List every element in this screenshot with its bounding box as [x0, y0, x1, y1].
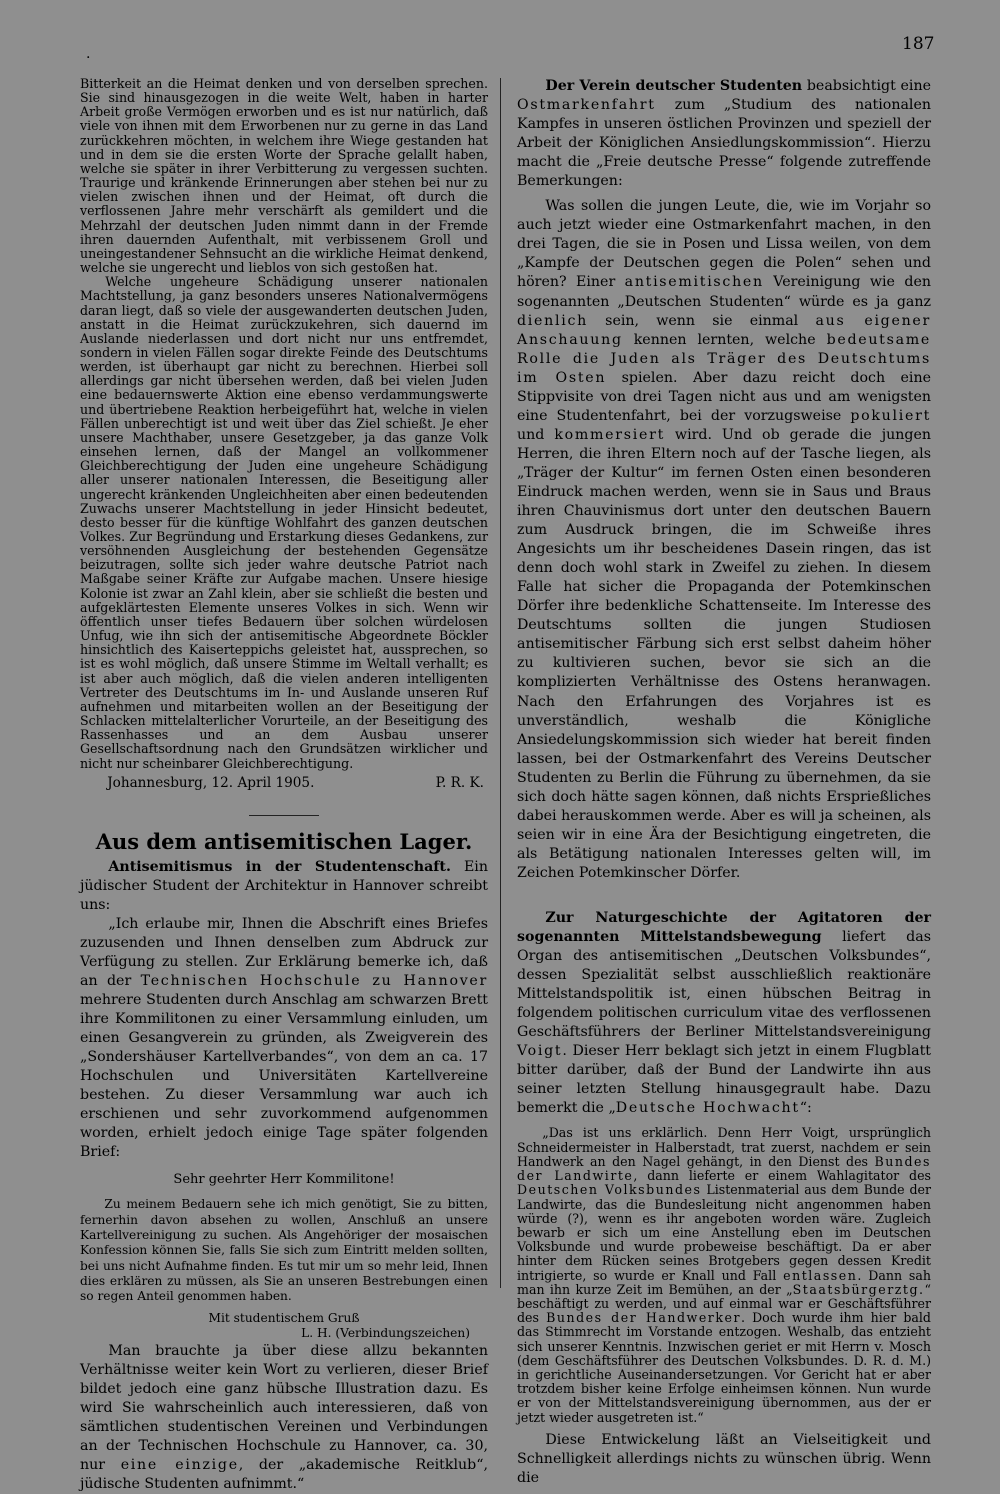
article-paragraph [80, 915, 488, 1163]
spaced-text: Staatsbürgerztg. [792, 1281, 925, 1297]
spaced-text: entlassen [783, 1267, 858, 1283]
text-run: , der „akademische Reitklub“, jüdische Studenten aufnimmt.“ [80, 1456, 488, 1492]
paragraph: Bitterkeit an die Heimat denken und von derselben sprechen. Sie sind hinausgezogen in die weite Welt, haben in harter Arbeit große Vermögen erworben und es ist nur natürlich, daß viele von ihnen mit dem Erworbenen nur zu gerne in das Land zurückkehren möchten, in welchem ihre Wiege gestanden hat und in dem sie die ersten Worte der Sprache gelallt haben, welche sie später in ihrer Verbitterung zu vergessen suchten. Traurige und kränkende Erinnerungen aber stehen bei nur zu vielen zwischen ihnen und der Heimat, oft durch die verflossenen Jahre mehr verschärft als gemildert und die Mehrzahl der deutschen Juden nimmt dann in der Fremde ihren dauernden Aufenthalt, mit verbissenem Groll und uneingestandener Sehnsucht an die wirkliche Heimat denkend, welche sie ungerecht und lieblos von sich gestoßen hat. [80, 76, 488, 276]
text-run: zum „Studium des nationalen Kampfes in unseren östlichen Provinzen und speziell der Arbeit der Königlichen Ansiedlungskommission“. Hierzu macht die „Freie deutsche Presse“ folgende zutreffende Bemerkungen: [517, 97, 931, 190]
letter-body: Zu meinem Bedauern sehe ich mich genötigt, Sie zu bitten, fernerhin davon absehen zu wollen, Anschluß an unsere Kartellvereinigung zu suchen. Als Angehöriger der mosaischen Konfession können Sie, falls Sie sich zum Eintritt melden sollten, bei uns nicht Aufnahme finden. Es tut mir um so mehr leid, Ihnen dies erklären zu müssen, als Sie an unseren Bestrebungen einen so regen Anteil genommen haben. [80, 1197, 488, 1304]
text-run: “ beschäftigt zu werden, und auf einmal war er Geschäftsführer des [517, 1281, 931, 1326]
text-run: . Doch wurde ihm hier bald das Stimmrecht im Vorstande entzogen. Weshalb, das entzieht sich unserer Kenntnis. Inzwischen geriet er mit Herrn v. Mosch (dem Geschäftsführer des Deutschen Volksbundes. D. R. d. M.) in gerichtliche Auseinandersetzungen. Vor Gericht hat er aber trotzdem bisher keine Erfolge einheimsen können. Nun wurde er von der Mittelstandsvereinigung übernommen, aus der er jetzt wieder ausgetreten ist.“ [517, 1310, 931, 1425]
letter-salutation: Sehr geehrter Herr Kommilitone! [173, 1172, 395, 1188]
spaced-text: dienlich [517, 312, 588, 329]
dateline [80, 775, 488, 791]
text-run: „Das ist uns erklärlich. Denn Herr Voigt, ursprünglich Schneidermeister in Halberstadt, trat zuerst, nachdem er sein Handwerk an den Nagel gehängt, in den Dienst des [517, 1125, 931, 1169]
spaced-text: eine einzige [120, 1456, 239, 1473]
article-heading: Der Verein deutscher Studenten [545, 78, 803, 94]
letter-signature: L. H. (Verbindungszeichen) [301, 1326, 470, 1341]
letter-closing: Mit studentischem Gruß [208, 1310, 360, 1325]
article-paragraph [80, 1342, 488, 1494]
text-run: sein, wenn sie einmal [587, 312, 816, 329]
text-run: . Dieser Herr beklagt sich jetzt in einem Flugblatt bitter darüber, daß der Bund der Landwirte ihn aus seiner letzten Stellung hinausgegrault habe. Dazu bemerkt die „ [517, 1043, 931, 1117]
article-paragraph [517, 909, 931, 1119]
dateline-place: Johannesburg, 12. April 1905. [107, 774, 315, 791]
text-run: “: [799, 1100, 812, 1117]
text-run: Vereinigung wie den sogenannten „Deutschen Studenten“ würde es ja ganz [517, 274, 931, 310]
author-initials: P. R. K. [435, 774, 484, 791]
text-run: beabsichtigt eine [802, 78, 931, 94]
text-run: kennen lernten, welche [622, 331, 827, 348]
page-mark: . [86, 46, 91, 62]
left-column [80, 77, 488, 1494]
section-divider [249, 815, 319, 816]
spaced-text: Technischen Hochschule zu Hannover [140, 972, 488, 989]
spaced-text: Deutsche Hochwacht [615, 1100, 800, 1117]
text-run: . Dann sah man ihn kurze Zeit im Bemühen, an der „ [517, 1267, 932, 1297]
article-paragraph [80, 858, 488, 915]
article-paragraph [517, 77, 931, 191]
column-rule [500, 78, 501, 1288]
quoted-paragraph [517, 197, 931, 883]
article-paragraph: Diese Entwickelung läßt an Vielseitigkeit und Schnelligkeit allerdings nichts zu wünschen übrig. Wenn die [517, 1431, 931, 1486]
spaced-text: Bundes der Handwerker [546, 1310, 741, 1326]
spaced-text: kommersiert [554, 426, 665, 443]
spaced-text: Deutschen Volksbundes [517, 1182, 702, 1198]
text-run: Man brauchte ja über diese allzu bekannten Verhältnisse weiter kein Wort zu verlieren, dieser Brief bildet jedoch eine ganz hübsche Illustration dazu. Es wird Sie wahrscheinlich auch interessieren, daß von sämtlichen studentischen Vereinen und Verbindungen an der Technischen Hochschule zu Hannover, ca. 30, nur [80, 1342, 488, 1473]
quoted-paragraph [517, 1126, 931, 1424]
page-number: 187 [902, 34, 935, 54]
spaced-text: Voigt [517, 1043, 563, 1060]
section-title: Aus dem antisemitischen Lager. [95, 828, 473, 854]
spaced-text: Bundes der Landwirte [517, 1153, 931, 1184]
spaced-text: bedeutsame Rolle die Juden als Träger des Deutschtums im Osten [517, 331, 931, 386]
text-run: wird. Und ob gerade die jungen Herren, die ihren Eltern noch auf der Tasche liegen, als „Träger der Kultur“ im fernen Osten einen besonderen Eindruck machen werden, wenn sie in Saus und Braus ihren Chauvinismus dort unter den deutschen Bauern zum Ausdruck bringen, die im Schweiße ihres Angesichts um ihr bescheidenes Dasein ringen, das ist denn doch wohl stark in Zweifel zu ziehen. In diesem Falle hat sicher die Propaganda der Potemkinschen Dörfer ihre bedenkliche Schattenseite. Im Interesse des Deutschtums sollten die jungen Studiosen antisemitischer Färbung sich erst selbst daheim höher zu kultivieren suchen, bevor sie sich an die komplizierten Verhältnisse des Ostens heranwagen. Nach den Erfahrungen des Vorjahres ist es unverständlich, weshalb die Königliche Ansiedelungskommission sich wieder hat bereit finden lassen, bei der Ostmarkenfahrt des Vereins Deutscher Studenten zu Berlin die Führung zu übernehmen, da sie sich doch hätte sagen können, daß nichts Ersprießliches dabei herauskommen werde. Aber es will ja scheinen, als seien wir in eine Ära der Besichtigung eingetreten, die als Betätigung nationalen Interesses gelten will, im Zeichen Potemkinscher Dörfer. [517, 426, 931, 881]
text-run: spielen. Aber dazu reicht doch eine Stippvisite von drei Tagen nicht aus und am wenigsten eine Studentenfahrt, bei der vorzugsweise [517, 369, 931, 424]
article-heading: Zur Naturgeschichte der Agitatoren der sogenannten Mittelstandsbewegung [517, 909, 931, 946]
text-run: Listenmaterial aus dem Bunde der Landwirte, das die Bundesleitung nicht angenommen haben würde (?), wenn es ihr angeboten worden wäre. Zugleich bewarb er sich um eine Anstellung eben im Deutschen Volksbunde und wurde probeweise beschäftigt. Da er aber hinter dem Rücken seines Brotgebers gegen dessen Kredit intrigierte, so wurde er Knall und Fall [517, 1182, 932, 1283]
text-run: liefert das Organ des antisemitischen „Deutschen Volksbundes“, dessen Spezialität selbst ausschließlich reaktionäre Mittelstandspolitik ist, einen hübschen Beitrag in folgendem politischen curriculum vitae des verflossenen Geschäftsführers der Berliner Mittelstandsvereinigung [517, 929, 931, 1041]
text-run: , dann lieferte er einem Wahlagitator des [633, 1168, 931, 1184]
text-run: „Ich erlaube mir, Ihnen die Abschrift eines Briefes zuzusenden und Ihnen denselben zum Abdruck zur Verfügung zu stellen. Zur Erklärung bemerke ich, daß an der [80, 915, 488, 989]
spaced-text: antisemitischen [624, 274, 764, 291]
article-text: Ein jüdischer Student der Architektur in Hannover schreibt uns: [80, 858, 488, 913]
text-run: und [517, 426, 555, 443]
paragraph: Welche ungeheure Schädigung unserer nationalen Machtstellung, ja ganz besonders unseres Nationalvermögens daran liegt, daß so viele der ausgewanderten deutschen Juden, anstatt in die Heimat zurückzukehren, sich dauernd im Auslande niederlassen und dort nicht nur uns entfremdet, sondern in vielen Fällen sogar direkte Feinde des Deutschtums werden, ist überhaupt gar nicht zu berechnen. Hierbei soll allerdings gar nicht übersehen werden, daß bei vielen Juden eine bedauernswerte Aktion eine ebenso verdammungswerte und übertriebene Reaktion herbeigeführt hat, welche in vielen Fällen unberechtigt ist und weit über das Ziel schießt. Je eher unsere Machthaber, unsere Gesetzgeber, ja das ganze Volk einsehen lernen, daß der Mangel an vollkommener Gleichberechtigung der Juden eine ungeheure Schädigung aller unserer nationalen Interessen, die Beseitigung aller ungerecht kränkenden Ungleichheiten aber einen bedeutenden Zuwachs unserer Machtstellung in jeder Hinsicht bedeutet, desto besser für die künftige Wohlfahrt des ganzen deutschen Volkes. Zur Begründung und Erstarkung dieses Gedankens, zur versöhnenden Ausgleichung der bestehenden Gegensätze beizutragen, sollte sich jeder wahre deutsche Patriot nach Maßgabe seiner Kräfte zur Aufgabe machen. Unsere hiesige Kolonie ist zwar an Zahl klein, aber sie schließt die besten und aufgeklärtesten Elemente unseres Volkes in sich. Wenn wir öffentlich unser tiefes Bedauern über solchen würdelosen Unfug, wie ihn sich der antisemitische Abgeordnete Böckler hinsichtlich des Kaiserteppichs geleistet hat, aussprechen, so ist es wohl möglich, daß unsere Stimme im Weltall verhallt; es ist aber auch möglich, daß die vielen anderen intelligenten Vertreter des Deutschtums im In- und Auslande unseren Ruf aufnehmen und mitarbeiten wollen an der Beseitigung der Schlacken mittelalterlicher Vorurteile, an der Beseitigung des Rassenhasses und an dem Ausbau unserer Gesellschaftsordnung nach den Grundsätzen wirklicher und nicht nur scheinbarer Gleichberechtigung. [80, 274, 488, 771]
right-column [517, 77, 931, 1488]
text-run: mehrere Studenten durch Anschlag am schwarzen Brett ihre Kommilitonen zu einer Versammlung einluden, um einen Gesangverein zu gründen, als Zweigverein des „Sondershäuser Kartellverbandes“, von dem an ca. 17 Hochschulen und Universitäten Kartellvereine bestehen. Zu dieser Versammlung war auch ich erschienen und sehr zuvorkommend aufgenommen worden, erhielt jedoch einige Tage später folgenden Brief: [80, 991, 488, 1161]
spaced-text: aus eigener Anschauung [517, 312, 931, 348]
text-run: Was sollen die jungen Leute, die, wie im Vorjahr so auch jetzt wieder eine Ostmarkenfahrt machen, in den drei Tagen, die sie in Posen und Lissa weilen, von dem „Kampfe der Deutschen gegen die Polen“ sehen und hören? Einer [517, 198, 931, 291]
spaced-text: pokuliert [850, 407, 931, 424]
article-heading: Antisemitismus in der Studentenschaft. [108, 858, 451, 875]
spaced-text: Ostmarkenfahrt [517, 97, 656, 114]
